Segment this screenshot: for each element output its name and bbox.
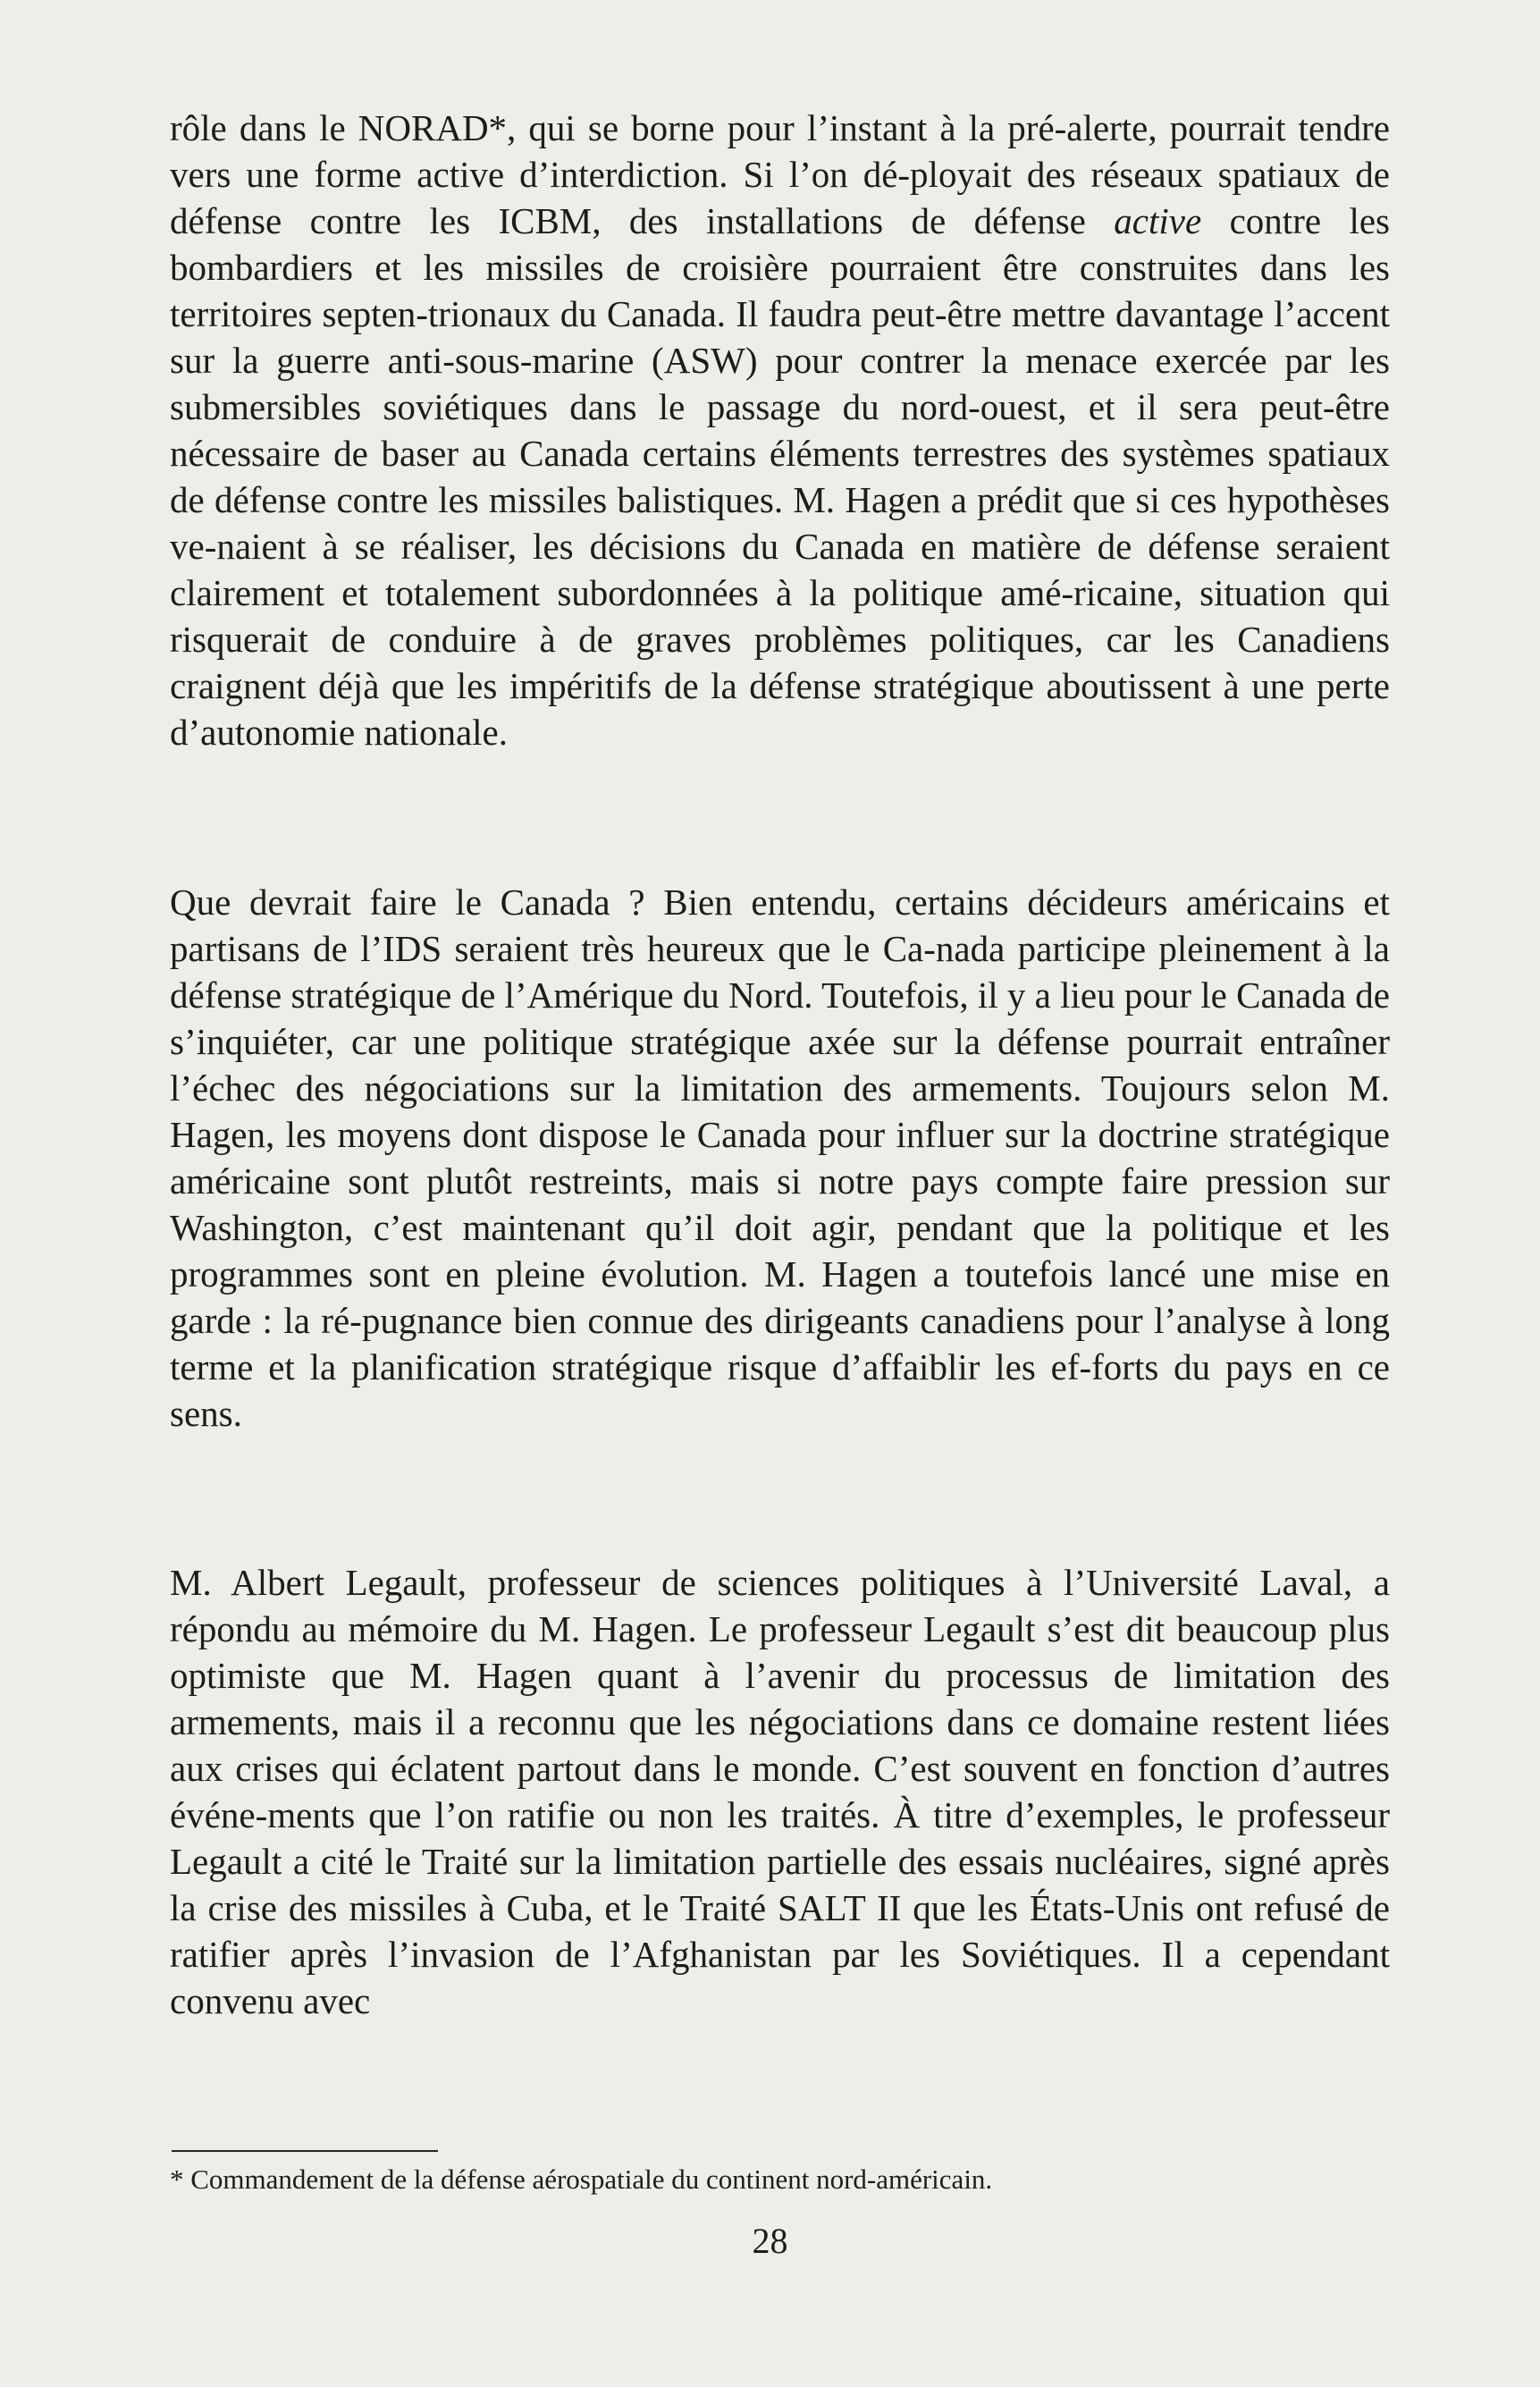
paragraph-1-before: rôle dans le NORAD*, qui se borne pour l’instant à la pré-alerte, pourrait tendre vers une forme active d’interdiction. Si l’on dé-ployait des réseaux spatiaux de défense contre les ICBM, des installations de défense xyxy=(170,107,1390,241)
paragraph-2 xyxy=(170,879,1390,1437)
paragraph-3-text: M. Albert Legault, professeur de sciences politiques à l’Université Laval, a répondu au mémoire du M. Hagen. Le professeur Legault s’est dit beaucoup plus optimiste que M. Hagen quant à l’avenir du processus de limitation des armements, mais il a reconnu que les négociations dans ce domaine restent liées aux crises qui éclatent partout dans le monde. C’est souvent en fonction d’autres événe-ments que l’on ratifie ou non les traités. À titre d’exemples, le professeur Legault a cité le Traité sur la limitation partielle des essais nucléaires, signé après la crise des missiles à Cuba, et le Traité SALT II que les États-Unis ont refusé de ratifier après l’invasion de l’Afghanistan par les Soviétiques. Il a cependant convenu avec xyxy=(170,1562,1390,2021)
paragraph-1-after: contre les bombardiers et les missiles de croisière pourraient être construites dans les territoires septen-trionaux du Canada. Il faudra peut-être mettre davantage l’accent sur la guerre anti-sous-marine (ASW) pour contrer la menace exercée par les submersibles soviétiques dans le passage du nord-ouest, et il sera peut-être nécessaire de baser au Canada certains éléments terrestres des systèmes spatiaux de défense contre les missiles balistiques. M. Hagen a prédit que si ces hypothèses ve-naient à se réaliser, les décisions du Canada en matière de défense seraient clairement et totalement subordonnées à la politique amé-ricaine, situation qui risquerait de conduire à de graves problèmes politiques, car les Canadiens craignent déjà que les impéritifs de la défense stratégique aboutissent à une perte d’autonomie nationale. xyxy=(170,200,1391,753)
footnote-divider xyxy=(172,2150,438,2152)
paragraph-1 xyxy=(170,105,1390,755)
paragraph-1-text xyxy=(170,105,1390,755)
paragraph-3 xyxy=(170,1559,1390,2024)
paragraph-1-emphasis: active xyxy=(1114,200,1202,241)
footnote: * Commandement de la défense aérospatiale du continent nord-américain. xyxy=(170,2163,993,2195)
paragraph-2-text: Que devrait faire le Canada ? Bien entendu, certains décideurs américains et partisans de l’IDS seraient très heureux que le Ca-nada participe pleinement à la défense stratégique de l’Amérique du Nord. Toutefois, il y a lieu pour le Canada de s’inquiéter, car une politique stratégique axée sur la défense pourrait entraîner l’échec des négociations sur la limitation des armements. Toujours selon M. Hagen, les moyens dont dispose le Canada pour influer sur la doctrine stratégique américaine sont plutôt restreints, mais si notre pays compte faire pression sur Washington, c’est maintenant qu’il doit agir, pendant que la politique et les programmes sont en pleine évolution. M. Hagen a toutefois lancé une mise en garde : la ré-pugnance bien connue des dirigeants canadiens pour l’analyse à long terme et la planification stratégique risque d’affaiblir les ef-forts du pays en ce sens. xyxy=(170,881,1390,1434)
page-number: 28 xyxy=(752,2221,788,2261)
